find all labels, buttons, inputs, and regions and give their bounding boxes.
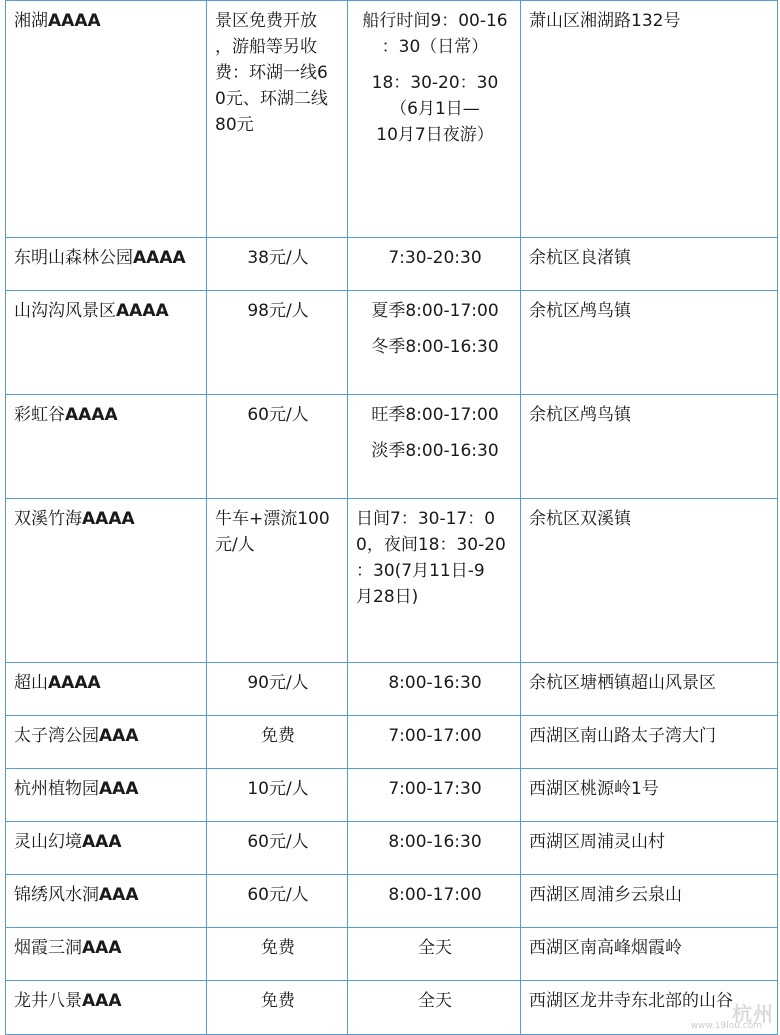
address-cell (521, 663, 778, 716)
table-row (6, 769, 778, 822)
cell-line: 7:00-17:30 (388, 779, 482, 799)
table-row (6, 981, 778, 1035)
cell-line: 60元/人 (247, 405, 309, 425)
hours-cell (348, 928, 521, 981)
table-row (6, 1, 778, 238)
hours-cell (348, 769, 521, 822)
cell-line: 80元 (215, 115, 254, 135)
address-cell (521, 928, 778, 981)
table-row (6, 499, 778, 663)
address-text: 萧山区湘湖路132号 (529, 11, 681, 31)
table-row (6, 928, 778, 981)
address-cell (521, 716, 778, 769)
spot-name: 双溪竹海 (14, 509, 82, 529)
table-row (6, 875, 778, 928)
price-cell (207, 822, 348, 875)
spot-grade: AAA (82, 991, 122, 1011)
line-gap (356, 60, 514, 70)
spot-name-cell (6, 1, 207, 238)
cell-line: （6月1日— (390, 99, 480, 119)
cell-line: 10元/人 (247, 779, 309, 799)
spot-name-cell (6, 499, 207, 663)
table-row (6, 663, 778, 716)
address-text: 余杭区塘栖镇超山风景区 (529, 673, 716, 693)
address-cell (521, 769, 778, 822)
cell-line: ：30(7月11日-9 (356, 561, 485, 581)
spot-grade: AAAA (48, 673, 101, 693)
price-cell (207, 928, 348, 981)
line-gap (356, 428, 514, 438)
table-row (6, 238, 778, 291)
spot-name: 灵山幻境 (14, 832, 82, 852)
spot-grade: AAA (82, 938, 122, 958)
hours-cell (348, 395, 521, 499)
spot-name-cell (6, 238, 207, 291)
spot-grade: AAAA (65, 405, 118, 425)
cell-line: 景区免费开放 (215, 11, 317, 31)
spot-name: 杭州植物园 (14, 779, 99, 799)
cell-line: 月28日) (356, 587, 419, 607)
cell-line: 船行时间9：00-16 (362, 11, 508, 31)
spot-name-cell (6, 822, 207, 875)
cell-line: 全天 (418, 991, 452, 1011)
spot-name-cell (6, 928, 207, 981)
spot-name: 彩虹谷 (14, 405, 65, 425)
address-cell (521, 875, 778, 928)
table-row (6, 716, 778, 769)
spot-grade: AAA (82, 832, 122, 852)
cell-line: 8:00-17:00 (388, 885, 482, 905)
cell-line: 日间7：30-17：0 (356, 509, 496, 529)
spot-grade: AAAA (116, 301, 169, 321)
address-text: 西湖区南高峰烟霞岭 (529, 938, 682, 958)
cell-line: 7:00-17:00 (388, 726, 482, 746)
spot-name: 东明山森林公园 (14, 248, 133, 268)
cell-line: 98元/人 (247, 301, 309, 321)
cell-line: 全天 (418, 938, 452, 958)
watermark-url: www.19lou.com (690, 1021, 762, 1031)
cell-line: ，游船等另收 (215, 37, 317, 57)
price-cell (207, 875, 348, 928)
cell-line: 牛车+漂流100 (215, 509, 330, 529)
spot-name-cell (6, 291, 207, 395)
cell-line: 夏季8:00-17:00 (371, 301, 499, 321)
cell-line: 旺季8:00-17:00 (371, 405, 499, 425)
table-row (6, 822, 778, 875)
scenic-spots-table (5, 0, 778, 1035)
spot-name: 烟霞三洞 (14, 938, 82, 958)
address-cell (521, 822, 778, 875)
table-body (6, 1, 778, 1035)
price-cell (207, 981, 348, 1035)
cell-line: 38元/人 (247, 248, 309, 268)
hours-cell (348, 981, 521, 1035)
hours-cell (348, 716, 521, 769)
hours-cell (348, 291, 521, 395)
address-cell (521, 291, 778, 395)
cell-line: 免费 (261, 991, 295, 1011)
cell-line: 60元/人 (247, 885, 309, 905)
spot-name: 龙井八景 (14, 991, 82, 1011)
cell-line: 90元/人 (247, 673, 309, 693)
cell-line: 元/人 (215, 535, 255, 555)
spot-name: 太子湾公园 (14, 726, 99, 746)
spot-name: 超山 (14, 673, 48, 693)
spot-grade: AAAA (133, 248, 186, 268)
spot-grade: AAA (99, 726, 139, 746)
cell-line: 0元、环湖二线 (215, 89, 328, 109)
spot-name-cell (6, 395, 207, 499)
cell-line: 7:30-20:30 (388, 248, 482, 268)
cell-line: 免费 (261, 938, 295, 958)
address-cell (521, 238, 778, 291)
watermark-logo: 杭州 (732, 1002, 774, 1026)
cell-line: ：30（日常） (381, 37, 489, 57)
cell-line: 10月7日夜游） (376, 125, 494, 145)
cell-line: 8:00-16:30 (388, 832, 482, 852)
cell-line: 60元/人 (247, 832, 309, 852)
cell-line: 8:00-16:30 (388, 673, 482, 693)
cell-line: 淡季8:00-16:30 (371, 441, 499, 461)
spot-grade: AAA (99, 885, 139, 905)
address-text: 余杭区良渚镇 (529, 248, 631, 268)
price-cell (207, 499, 348, 663)
address-cell (521, 499, 778, 663)
spot-name: 锦绣风水洞 (14, 885, 99, 905)
cell-line: 0，夜间18：30-20 (356, 535, 506, 555)
spot-name: 山沟沟风景区 (14, 301, 116, 321)
price-cell (207, 663, 348, 716)
price-cell (207, 238, 348, 291)
spot-name-cell (6, 663, 207, 716)
cell-line: 免费 (261, 726, 295, 746)
address-text: 西湖区南山路太子湾大门 (529, 726, 716, 746)
address-text: 余杭区鸬鸟镇 (529, 301, 631, 321)
address-text: 西湖区桃源岭1号 (529, 779, 659, 799)
hours-cell (348, 238, 521, 291)
cell-line: 冬季8:00-16:30 (371, 337, 499, 357)
spot-grade: AAAA (48, 11, 101, 31)
price-cell (207, 769, 348, 822)
price-cell (207, 395, 348, 499)
table-row (6, 395, 778, 499)
price-cell (207, 1, 348, 238)
cell-line: 费：环湖一线6 (215, 63, 328, 83)
hours-cell (348, 1, 521, 238)
address-cell (521, 1, 778, 238)
spot-grade: AAAA (82, 509, 135, 529)
address-text: 余杭区双溪镇 (529, 509, 631, 529)
address-cell (521, 395, 778, 499)
address-text: 西湖区周浦乡云泉山 (529, 885, 682, 905)
address-text: 西湖区周浦灵山村 (529, 832, 665, 852)
spot-name-cell (6, 769, 207, 822)
hours-cell (348, 663, 521, 716)
price-cell (207, 291, 348, 395)
spot-name: 湘湖 (14, 11, 48, 31)
table-row (6, 291, 778, 395)
address-text: 余杭区鸬鸟镇 (529, 405, 631, 425)
price-cell (207, 716, 348, 769)
spot-name-cell (6, 716, 207, 769)
cell-line: 18：30-20：30 (371, 73, 499, 93)
line-gap (356, 324, 514, 334)
hours-cell (348, 875, 521, 928)
spot-name-cell (6, 981, 207, 1035)
hours-cell (348, 822, 521, 875)
address-text: 西湖区龙井寺东北部的山谷 (529, 991, 733, 1011)
spot-name-cell (6, 875, 207, 928)
spot-grade: AAA (99, 779, 139, 799)
hours-cell (348, 499, 521, 663)
